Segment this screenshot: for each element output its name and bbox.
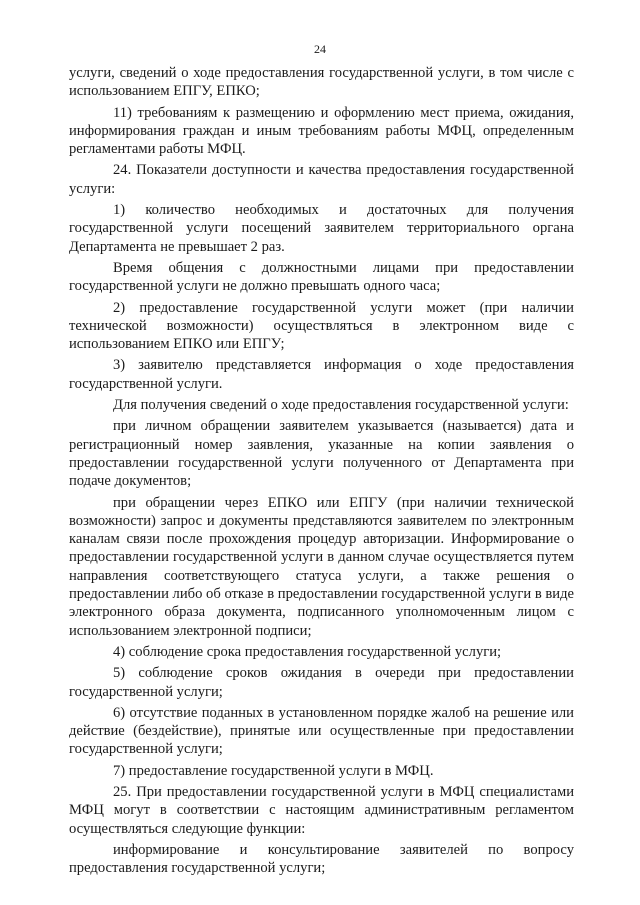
- paragraph: при личном обращении заявителем указывается (называется) дата и регистрационный номер заявления, указанные на копии заявления о предоставлении государственной услуги полученного от Департамента при подаче документов;: [69, 418, 574, 490]
- paragraph: 4) соблюдение срока предоставления государственной услуги;: [113, 643, 502, 660]
- paragraph: информирование и консультирование заявителей по вопросу предоставления государственной услуги;: [69, 841, 574, 877]
- paragraph: Для получения сведений о ходе предоставления государственной услуги:: [113, 397, 569, 414]
- paragraph: 24. Показатели доступности и качества предоставления государственной услуги:: [69, 162, 574, 197]
- paragraph: услуги, сведений о ходе предоставления государственной услуги, в том числе с использованием ЕПГУ, ЕПКО;: [69, 65, 574, 100]
- document-body: [69, 64, 574, 877]
- paragraph: 2) предоставление государственной услуги может (при наличии технической возможности) осуществляться в электронном виде с использованием ЕПКО или ЕПГУ;: [69, 299, 574, 353]
- paragraph: Время общения с должностными лицами при предоставлении государственной услуги не должно превышать одного часа;: [69, 259, 574, 295]
- paragraph: 11) требованиям к размещению и оформлению мест приема, ожидания, информирования граждан и иным требованиям работы МФЦ, определенным регламентами работы МФЦ.: [69, 104, 574, 158]
- paragraph: 25. При предоставлении государственной услуги в МФЦ специалистами МФЦ могут в соответствии с настоящим административным регламентом осуществляться следующие функции:: [69, 783, 574, 837]
- paragraph: 1) количество необходимых и достаточных для получения государственной услуги посещений заявителем территориального органа Департамента не превышает 2 раз.: [69, 202, 574, 255]
- paragraph: 6) отсутствие поданных в установленном порядке жалоб на решение или действие (бездействие), принятые или осуществленные при предоставлении государственной услуги;: [69, 704, 574, 758]
- paragraph: 3) заявителю представляется информация о ходе предоставления государственной услуги.: [69, 357, 574, 392]
- paragraph: при обращении через ЕПКО или ЕПГУ (при наличии технической возможности) запрос и документы представляются заявителем по электронным каналам связи после прохождения процедур авторизации. Информирование о предоставлении государственной услуги в данном случае осуществляется путем направления соответствующего статуса услуги, а также решения о предоставлении либо об отказе в предоставлении государственной услуги в виде электронного образа документа, подписанного уполномоченным лицом с использованием электронной подписи;: [69, 494, 574, 639]
- page-number: 24: [314, 42, 326, 56]
- paragraph: 7) предоставление государственной услуги в МФЦ.: [113, 762, 434, 779]
- paragraph: 5) соблюдение сроков ожидания в очереди при предоставлении государственной услуги;: [69, 665, 574, 700]
